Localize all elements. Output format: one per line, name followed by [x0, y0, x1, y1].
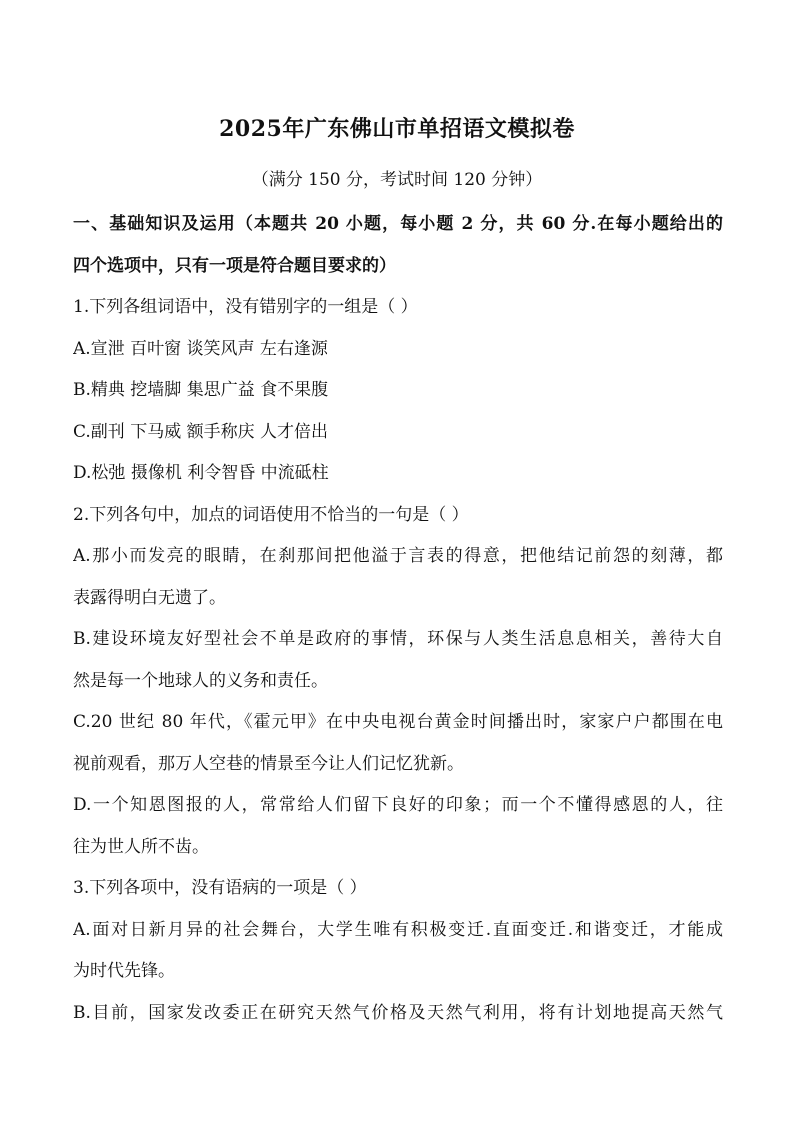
section-heading-cont: 四个选项中，只有一项是符合题目要求的）	[73, 255, 396, 276]
question-2-option-a: A.那小而发亮的眼睛，在刹那间把他溢于言表的得意，把他结记前怨的刻薄，都	[73, 546, 723, 566]
question-1-option-c: C.副刊 下马威 额手称庆 人才倍出	[73, 421, 329, 442]
question-2-option-b-cont: 然是每一个地球人的义务和责任。	[73, 670, 328, 691]
question-1-option-b: B.精典 挖墙脚 集思广益 食不果腹	[73, 380, 329, 400]
question-3-option-b: B.目前，国家发改委正在研究天然气价格及天然气利用，将有计划地提高天然气	[73, 1002, 723, 1023]
question-3-stem: 3.下列各项中，没有语病的一项是（ ）	[73, 878, 367, 898]
question-2-option-d-cont: 往为世人所不齿。	[73, 836, 209, 857]
question-2-option-c: C.20 世纪 80 年代，《霍元甲》在中央电视台黄金时间播出时，家家户户都围在电	[73, 712, 723, 732]
question-2-stem: 2.下列各句中，加点的词语使用不恰当的一句是（ ）	[73, 504, 469, 525]
question-3-option-a: A.面对日新月异的社会舞台，大学生唯有积极变迁.直面变迁.和谐变迁，才能成	[73, 919, 723, 940]
question-1-stem: 1.下列各组词语中，没有错别字的一组是（ ）	[73, 297, 418, 317]
document-body	[73, 204, 723, 1034]
question-2-option-a-cont: 表露得明白无遗了。	[73, 587, 226, 608]
question-3-option-a-cont: 为时代先锋。	[73, 961, 175, 981]
question-1-option-a: A.宣泄 百叶窗 谈笑风声 左右逢源	[73, 338, 328, 359]
question-2-option-c-cont: 视前观看，那万人空巷的情景至今让人们记忆犹新。	[73, 753, 464, 774]
page-title: 2025年广东佛山市单招语文模拟卷	[219, 116, 575, 142]
exam-info: （满分 150 分，考试时间 120 分钟）	[251, 170, 543, 190]
question-2-option-b: B.建设环境友好型社会不单是政府的事情，环保与人类生活息息相关，善待大自	[73, 629, 723, 649]
question-1-option-d: D.松弛 摄像机 利令智昏 中流砥柱	[73, 463, 329, 483]
question-2-option-d: D.一个知恩图报的人，常常给人们留下良好的印象；而一个不懂得感恩的人，往	[73, 795, 723, 815]
section-heading: 一、基础知识及运用（本题共 20 小题，每小题 2 分，共 60 分.在每小题给出的	[73, 214, 723, 234]
